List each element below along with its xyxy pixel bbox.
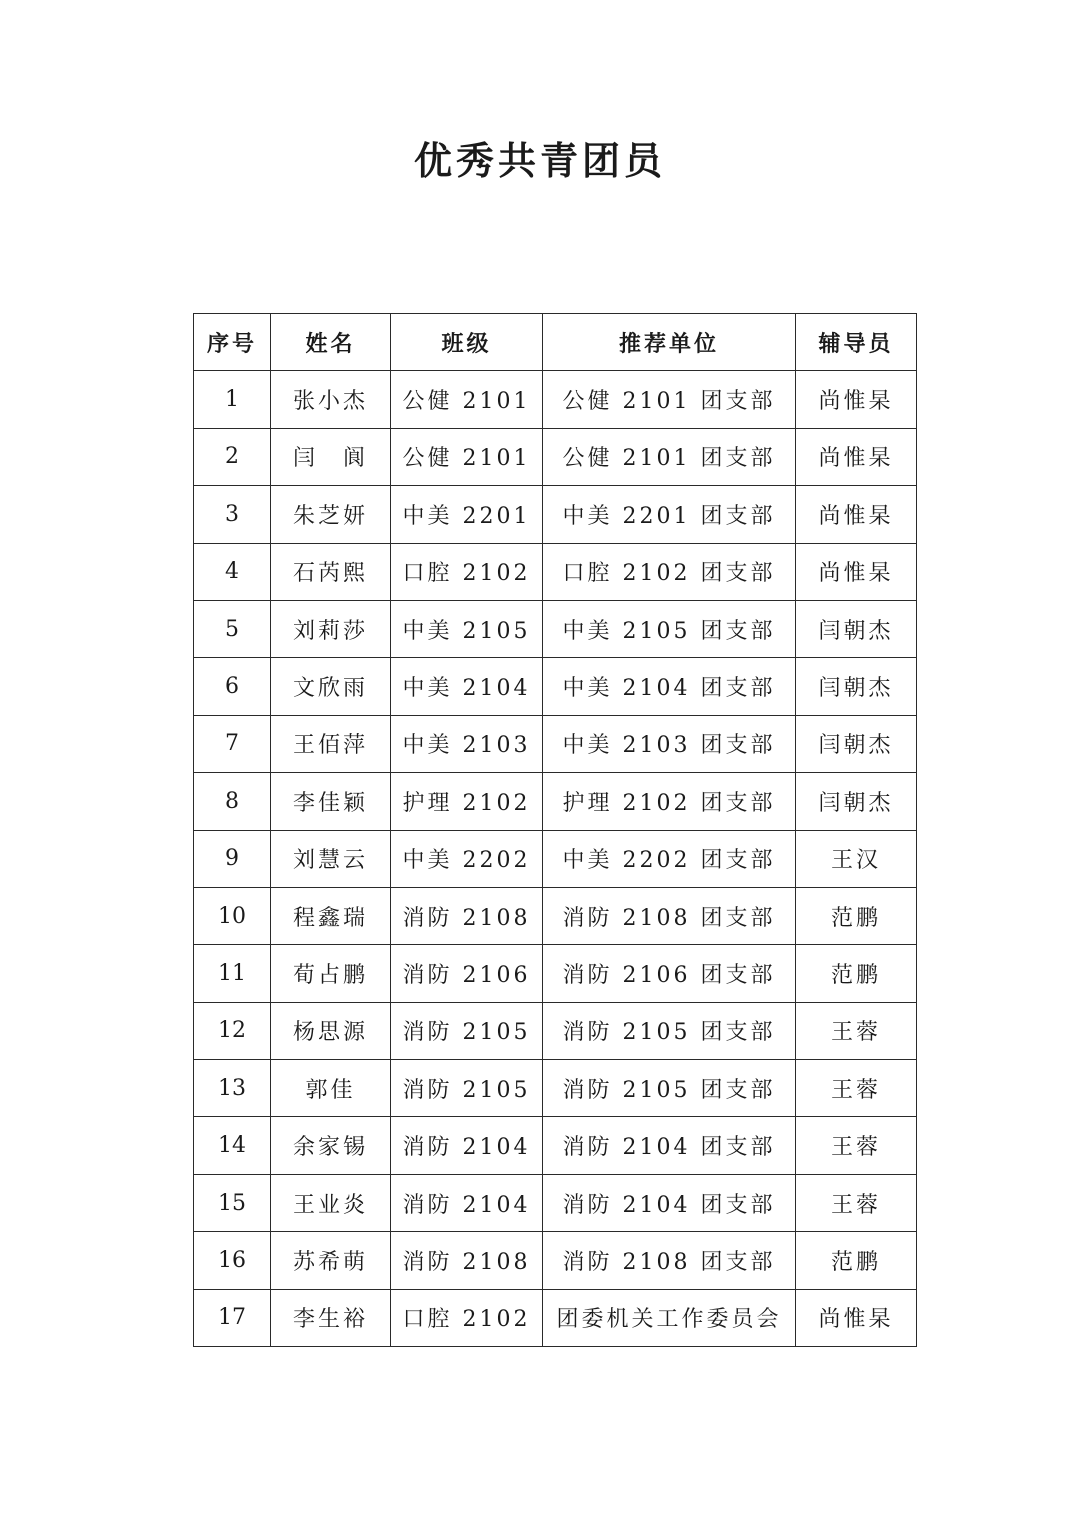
cell-name: 杨思源 [271,1002,391,1059]
page-title: 优秀共青团员 [413,139,666,183]
cell-class: 消防 2104 [391,1117,543,1174]
header-index: 序号 [194,314,271,371]
cell-class: 消防 2104 [391,1174,543,1231]
table-row [194,945,917,1002]
cell-name: 郭佳 [271,1060,391,1117]
table-body [194,371,917,1347]
cell-name: 石芮熙 [271,543,391,600]
cell-unit: 消防 2105 团支部 [543,1002,796,1059]
cell-unit: 消防 2105 团支部 [543,1060,796,1117]
table-row [194,1232,917,1289]
cell-name: 李佳颖 [271,773,391,830]
cell-class: 护理 2102 [391,773,543,830]
cell-index: 2 [194,428,271,485]
cell-counselor: 闫朝杰 [796,773,917,830]
cell-counselor: 王蓉 [796,1060,917,1117]
cell-class: 中美 2104 [391,658,543,715]
cell-unit: 中美 2201 团支部 [543,486,796,543]
cell-unit: 护理 2102 团支部 [543,773,796,830]
cell-counselor: 闫朝杰 [796,600,917,657]
cell-class: 中美 2105 [391,600,543,657]
cell-class: 中美 2202 [391,830,543,887]
cell-counselor: 范鹏 [796,945,917,1002]
cell-unit: 团委机关工作委员会 [543,1289,796,1346]
honor-table [193,313,917,1347]
table-row [194,486,917,543]
cell-name: 朱芝妍 [271,486,391,543]
cell-unit: 公健 2101 团支部 [543,428,796,485]
table-row [194,543,917,600]
table-row [194,830,917,887]
cell-index: 16 [194,1232,271,1289]
table-row [194,1117,917,1174]
table-header-row [194,314,917,371]
table-row [194,1002,917,1059]
cell-name: 张小杰 [271,371,391,428]
table-row [194,658,917,715]
cell-class: 口腔 2102 [391,543,543,600]
cell-name: 苏希萌 [271,1232,391,1289]
header-unit: 推荐单位 [543,314,796,371]
cell-name: 余家锡 [271,1117,391,1174]
cell-unit: 中美 2105 团支部 [543,600,796,657]
header-name: 姓名 [271,314,391,371]
cell-name: 文欣雨 [271,658,391,715]
cell-class: 口腔 2102 [391,1289,543,1346]
cell-counselor: 闫朝杰 [796,658,917,715]
cell-counselor: 尚惟杲 [796,486,917,543]
cell-counselor: 王蓉 [796,1117,917,1174]
table-row [194,773,917,830]
cell-index: 7 [194,715,271,772]
cell-name: 王佰萍 [271,715,391,772]
cell-unit: 口腔 2102 团支部 [543,543,796,600]
cell-index: 8 [194,773,271,830]
cell-unit: 中美 2202 团支部 [543,830,796,887]
cell-counselor: 尚惟杲 [796,428,917,485]
cell-counselor: 尚惟杲 [796,371,917,428]
cell-index: 4 [194,543,271,600]
cell-unit: 消防 2104 团支部 [543,1117,796,1174]
cell-index: 10 [194,887,271,944]
cell-index: 6 [194,658,271,715]
cell-index: 13 [194,1060,271,1117]
cell-name: 李生裕 [271,1289,391,1346]
table-row [194,887,917,944]
cell-name: 闫 阆 [271,428,391,485]
cell-name: 程鑫瑞 [271,887,391,944]
cell-unit: 消防 2108 团支部 [543,887,796,944]
table-row [194,1289,917,1346]
cell-class: 消防 2106 [391,945,543,1002]
cell-counselor: 王汉 [796,830,917,887]
cell-name: 刘慧云 [271,830,391,887]
cell-index: 11 [194,945,271,1002]
cell-counselor: 王蓉 [796,1174,917,1231]
cell-name: 刘莉莎 [271,600,391,657]
cell-class: 公健 2101 [391,371,543,428]
cell-class: 中美 2103 [391,715,543,772]
table-row [194,600,917,657]
cell-counselor: 尚惟杲 [796,1289,917,1346]
cell-name: 荀占鹏 [271,945,391,1002]
table-row [194,1060,917,1117]
cell-unit: 中美 2103 团支部 [543,715,796,772]
table-row [194,371,917,428]
table-row [194,1174,917,1231]
cell-index: 14 [194,1117,271,1174]
cell-counselor: 范鹏 [796,887,917,944]
cell-index: 17 [194,1289,271,1346]
cell-unit: 消防 2104 团支部 [543,1174,796,1231]
cell-class: 消防 2108 [391,1232,543,1289]
cell-index: 1 [194,371,271,428]
cell-counselor: 尚惟杲 [796,543,917,600]
cell-counselor: 闫朝杰 [796,715,917,772]
cell-class: 公健 2101 [391,428,543,485]
cell-index: 15 [194,1174,271,1231]
cell-unit: 消防 2108 团支部 [543,1232,796,1289]
cell-unit: 中美 2104 团支部 [543,658,796,715]
table-row [194,428,917,485]
cell-index: 3 [194,486,271,543]
cell-index: 5 [194,600,271,657]
cell-counselor: 范鹏 [796,1232,917,1289]
header-class: 班级 [391,314,543,371]
cell-counselor: 王蓉 [796,1002,917,1059]
cell-unit: 公健 2101 团支部 [543,371,796,428]
header-counselor: 辅导员 [796,314,917,371]
cell-class: 消防 2108 [391,887,543,944]
cell-index: 12 [194,1002,271,1059]
table-row [194,715,917,772]
cell-unit: 消防 2106 团支部 [543,945,796,1002]
cell-class: 消防 2105 [391,1002,543,1059]
cell-name: 王业炎 [271,1174,391,1231]
cell-index: 9 [194,830,271,887]
cell-class: 中美 2201 [391,486,543,543]
cell-class: 消防 2105 [391,1060,543,1117]
